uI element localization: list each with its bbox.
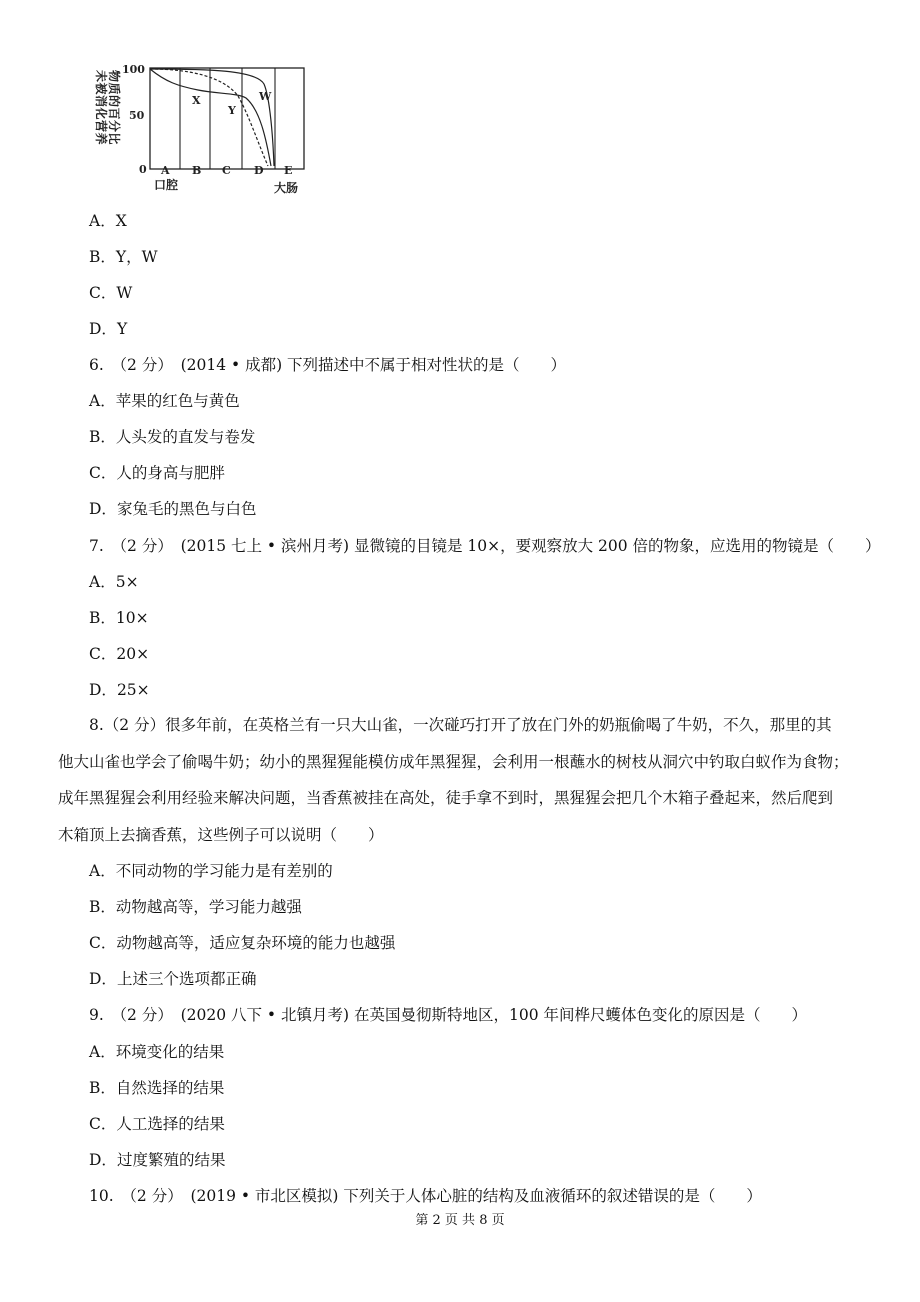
q5-option-c[interactable] [89,281,132,303]
q8-stem-line-1: 8.（2 分）很多年前，在英格兰有一只大山雀，一次碰巧打开了放在门外的奶瓶偷喝了牛奶，不久，那里的其 [58,716,832,734]
option-text: 人的身高与肥胖 [116,464,225,482]
q7-stem: 7. （2 分） (2015 七上 • 滨州月考) 显微镜的目镜是 10×，要观察放大 200 倍的物象，应选用的物镜是（ ） [89,537,881,555]
q6-stem: 6. （2 分） (2014 • 成都) 下列描述中不属于相对性状的是（ ） [89,356,567,374]
option-text: 上述三个选项都正确 [116,970,257,988]
option-letter: B． [89,609,116,627]
q7-option-a[interactable] [89,570,139,592]
x-end-label: 大肠 [274,181,299,195]
q8-stem-line-2: 他大山雀也学会了偷喝牛奶；幼小的黑猩猩能模仿成年黑猩猩，会利用一根蘸水的树枝从洞穴中钓取白蚁作为食物； [58,752,849,771]
q5-option-d[interactable] [89,317,127,339]
q8-option-b[interactable] [89,895,302,917]
y-axis-label-1: 未被消化营养 [94,70,108,146]
x-tick-d: D [254,164,264,177]
option-letter: C． [89,1115,117,1133]
option-letter: C． [89,464,117,482]
option-text: 人头发的直发与卷发 [115,428,256,446]
q5-option-b[interactable] [89,245,158,267]
curve-w [150,69,274,166]
curve-label-y: Y [228,104,236,117]
option-text: 不同动物的学习能力是有差别的 [115,862,333,880]
option-text: W [116,284,133,302]
q8-stem [58,707,858,853]
option-letter: A． [89,212,116,230]
q9-option-b[interactable] [89,1076,224,1098]
q8-option-a[interactable] [89,859,333,881]
curve-y [150,69,268,166]
option-letter: A． [89,1043,116,1061]
q7-option-c[interactable] [89,642,149,664]
option-text: 苹果的红色与黄色 [115,392,240,410]
q9-option-c[interactable] [89,1112,225,1134]
q6-option-c[interactable] [89,461,225,483]
curve-label-x: X [192,94,201,107]
x-tick-b: B [192,164,202,177]
option-letter: B． [89,1079,116,1097]
page-footer: 第 2 页 共 8 页 [415,1213,505,1228]
option-letter: D． [89,320,117,338]
q9-option-a[interactable] [89,1040,224,1062]
q8-stem-line-3: 成年黑猩猩会利用经验来解决问题，当香蕉被挂在高处，徒手拿不到时，黑猩猩会把几个木箱子叠起来，然后爬到 [58,789,834,808]
option-letter: A． [89,573,116,591]
option-letter: D． [89,970,117,988]
q6-option-a[interactable] [89,389,240,411]
option-text: 动物越高等，学习能力越强 [115,898,302,916]
option-text: 10× [115,609,149,627]
option-text: 家兔毛的黑色与白色 [116,500,257,518]
option-letter: D． [89,1151,117,1169]
q10-stem: 10. （2 分） (2019 • 市北区模拟) 下列关于人体心脏的结构及血液循环的叙述错误的是（ ） [89,1187,762,1205]
x-tick-a: A [161,164,170,177]
option-text: 自然选择的结果 [115,1079,225,1097]
option-text: 25× [116,681,150,699]
option-text: Y，W [115,248,158,266]
q9-stem: 9. （2 分） (2020 八下 • 北镇月考) 在英国曼彻斯特地区，100 年间桦尺蠖体色变化的原因是（ ） [89,1006,807,1024]
x-tick-e: E [284,164,293,177]
x-start-label: 口腔 [154,178,179,192]
option-letter: B． [89,898,116,916]
option-letter: D． [89,500,117,518]
option-letter: A． [89,392,116,410]
y-tick-100: 100 [122,63,145,76]
option-text: 动物越高等，适应复杂环境的能力也越强 [116,934,396,952]
option-letter: C． [89,284,117,302]
digestion-curve-figure [88,58,318,203]
y-tick-50: 50 [129,109,145,122]
option-text: 5× [115,573,139,591]
x-tick-c: C [222,164,231,177]
q8-stem-line-4: 木箱顶上去摘香蕉，这些例子可以说明（ ） [58,825,384,844]
option-text: 过度繁殖的结果 [116,1151,226,1169]
q5-option-a[interactable] [89,209,127,231]
y-tick-0: 0 [139,163,147,176]
option-text: Y [116,320,128,338]
option-text: X [115,212,127,230]
option-text: 20× [116,645,150,663]
y-axis-label-2: 物质的百分比 [107,70,121,146]
option-letter: A． [89,862,116,880]
option-letter: B． [89,428,116,446]
option-text: 人工选择的结果 [116,1115,225,1133]
option-letter: D． [89,681,117,699]
q6-option-d[interactable] [89,497,256,519]
option-letter: C． [89,934,117,952]
q8-option-d[interactable] [89,967,256,989]
option-letter: C． [89,645,117,663]
q7-option-d[interactable] [89,678,150,700]
option-letter: B． [89,248,116,266]
q6-option-b[interactable] [89,425,255,447]
curve-label-w: W [259,90,272,103]
y-axis-title [94,70,122,145]
q7-option-b[interactable] [89,606,149,628]
region-dividers [180,68,275,169]
option-text: 环境变化的结果 [115,1043,225,1061]
q9-option-d[interactable] [89,1148,225,1170]
q8-option-c[interactable] [89,931,395,953]
